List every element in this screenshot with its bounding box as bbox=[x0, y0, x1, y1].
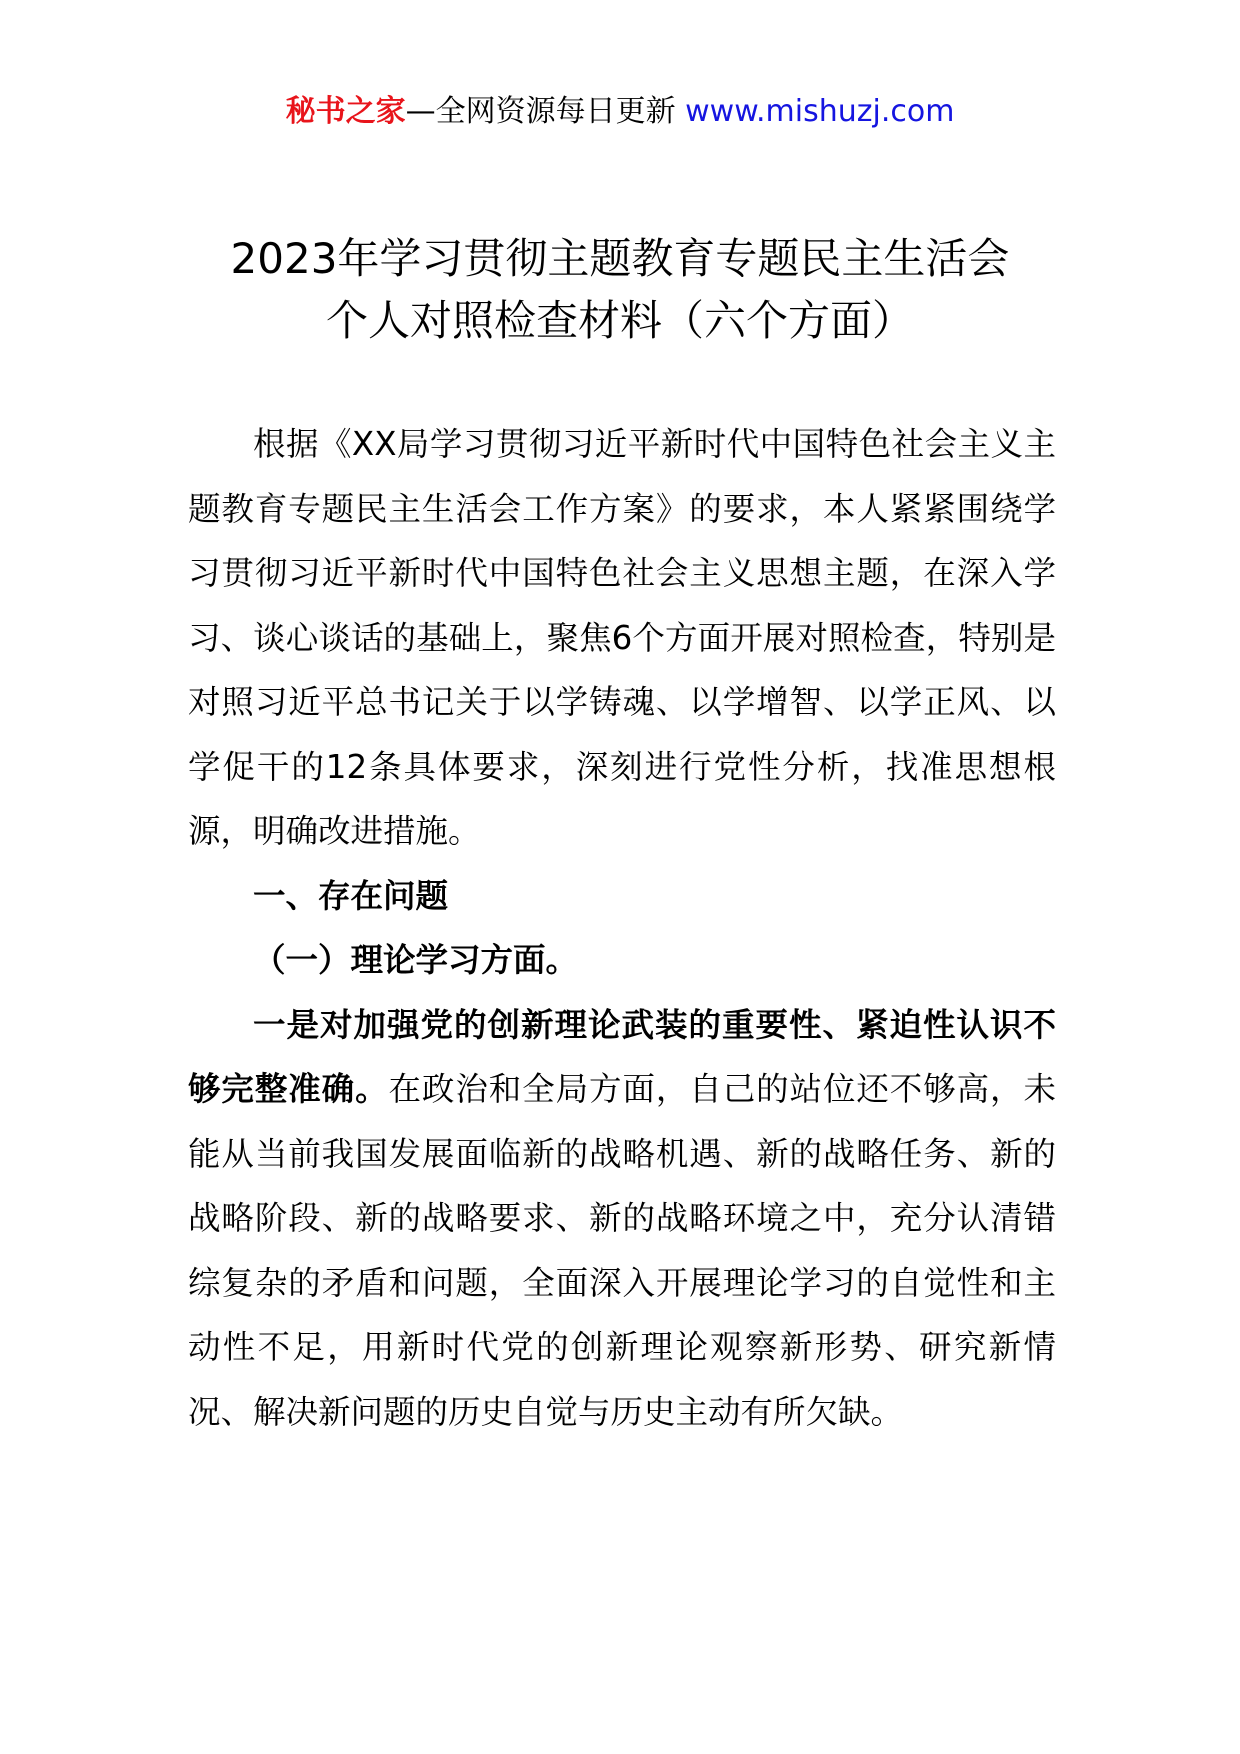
document-body bbox=[188, 412, 1056, 1444]
intro-paragraph: 根据《XX局学习贯彻习近平新时代中国特色社会主义主题教育专题民主生活会工作方案》的要求，本人紧紧围绕学习贯彻习近平新时代中国特色社会主义思想主题，在深入学习、谈心谈话的基础上，聚焦6个方面开展对照检查，特别是对照习近平总书记关于以学铸魂、以学增智、以学正风、以学促干的12条具体要求，深刻进行党性分析，找准思想根源，明确改进措施。 bbox=[188, 425, 1056, 850]
header-tagline: —全网资源每日更新 bbox=[405, 94, 686, 129]
title-line-1: 2023年学习贯彻主题教育专题民主生活会 bbox=[230, 234, 1010, 283]
section-heading: 一、存在问题 bbox=[253, 876, 449, 915]
site-header bbox=[0, 92, 1240, 132]
problem-paragraph bbox=[188, 993, 1056, 1445]
site-url-link[interactable]: www.mishuzj.com bbox=[685, 94, 955, 129]
title-line-2: 个人对照检查材料（六个方面） bbox=[325, 296, 914, 345]
subsection-heading: （一）理论学习方面。 bbox=[253, 941, 579, 979]
document-title bbox=[0, 228, 1240, 352]
brand-name: 秘书之家 bbox=[285, 94, 406, 129]
problem-text: 在政治和全局方面，自己的站位还不够高，未能从当前我国发展面临新的战略机遇、新的战略任务、新的战略阶段、新的战略要求、新的战略环境之中，充分认清错综复杂的矛盾和问题，全面深入开展理论学习的自觉性和主动性不足，用新时代党的创新理论观察新形势、研究新情况、解决新问题的历史自觉与历史主动有所欠缺。 bbox=[188, 1070, 1056, 1431]
problem-lead: 一是对加强党的创新理论武装的重要性、紧迫性认识不够完整准确。 bbox=[188, 1005, 1056, 1108]
